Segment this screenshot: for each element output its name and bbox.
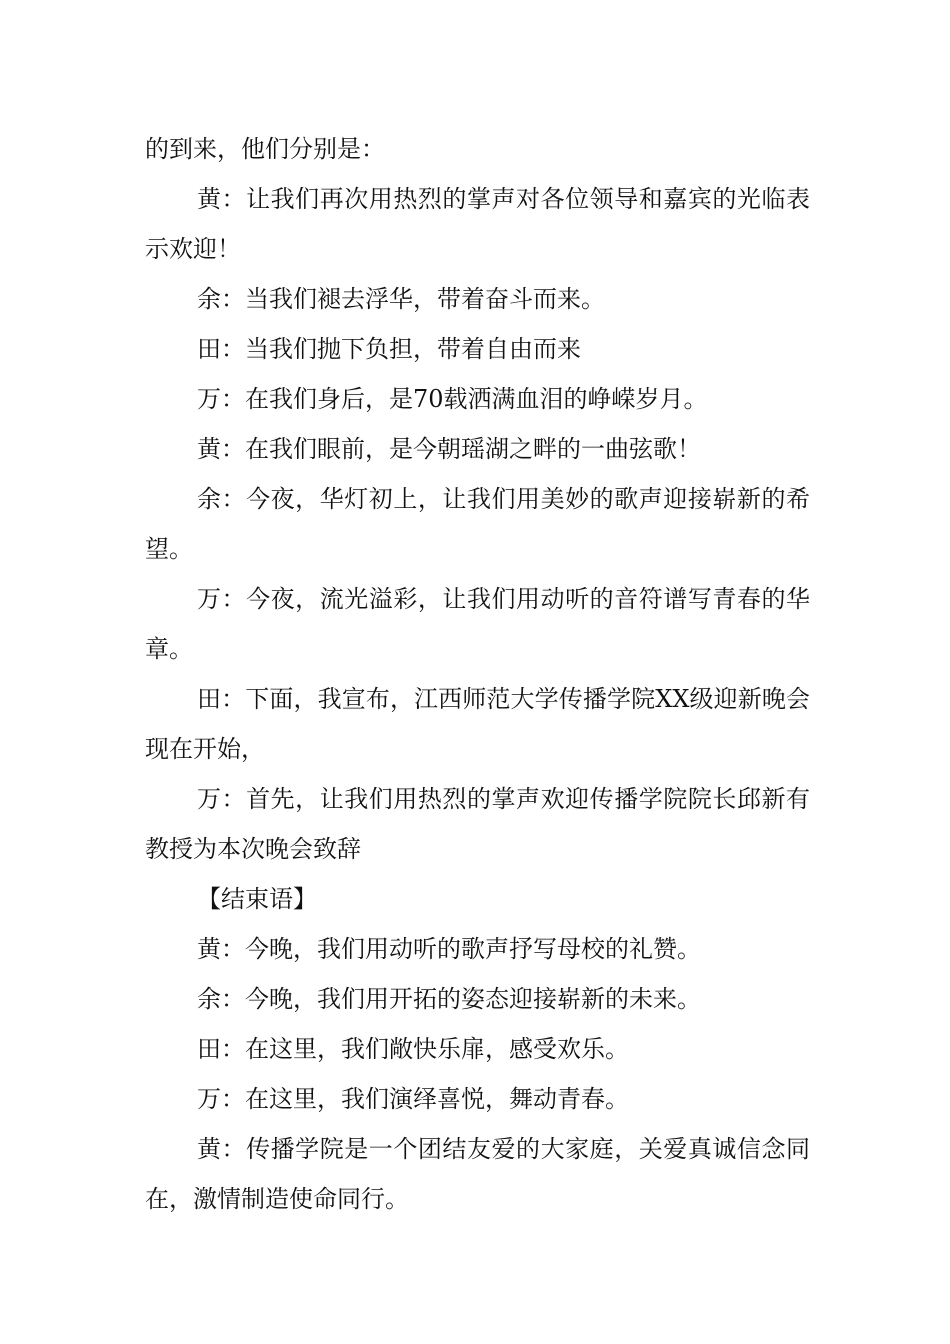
paragraph-huang-closing: 黄：今晚，我们用动听的歌声抒写母校的礼赞。 bbox=[197, 935, 701, 963]
paragraph-wan-tonight: 万：今夜，流光溢彩，让我们用动听的音符谱写青春的华章。 bbox=[145, 585, 810, 663]
paragraph-tian-closing: 田：在这里，我们敞快乐扉，感受欢乐。 bbox=[197, 1035, 629, 1063]
paragraph-wan-dean-speech: 万：首先，让我们用热烈的掌声欢迎传播学院院长邱新有教授为本次晚会致辞 bbox=[145, 785, 810, 863]
paragraph-yu-closing: 余：今晚，我们用开拓的姿态迎接崭新的未来。 bbox=[197, 985, 701, 1013]
paragraph-wan-closing: 万：在这里，我们演绎喜悦，舞动青春。 bbox=[197, 1085, 629, 1113]
paragraph-continuation: 的到来，他们分别是： bbox=[145, 135, 385, 163]
paragraph-huang-welcome: 黄：让我们再次用热烈的掌声对各位领导和嘉宾的光临表示欢迎！ bbox=[145, 185, 810, 263]
section-heading-closing: 【结束语】 bbox=[197, 885, 317, 913]
document-body bbox=[145, 124, 810, 1224]
paragraph-wan-history: 万：在我们身后，是70载洒满血泪的峥嵘岁月。 bbox=[197, 385, 708, 413]
paragraph-huang-family: 黄：传播学院是一个团结友爱的大家庭，关爱真诚信念同在，激情制造使命同行。 bbox=[145, 1135, 810, 1213]
paragraph-tian-announce: 田：下面，我宣布，江西师范大学传播学院XX级迎新晚会现在开始， bbox=[145, 685, 810, 763]
paragraph-yu-tonight: 余：今夜，华灯初上，让我们用美妙的歌声迎接崭新的希望。 bbox=[145, 485, 810, 563]
paragraph-huang-lake: 黄：在我们眼前，是今朝瑶湖之畔的一曲弦歌！ bbox=[197, 435, 701, 463]
paragraph-yu-struggle: 余：当我们褪去浮华，带着奋斗而来。 bbox=[197, 285, 605, 313]
paragraph-tian-freedom: 田：当我们抛下负担，带着自由而来 bbox=[197, 335, 581, 363]
